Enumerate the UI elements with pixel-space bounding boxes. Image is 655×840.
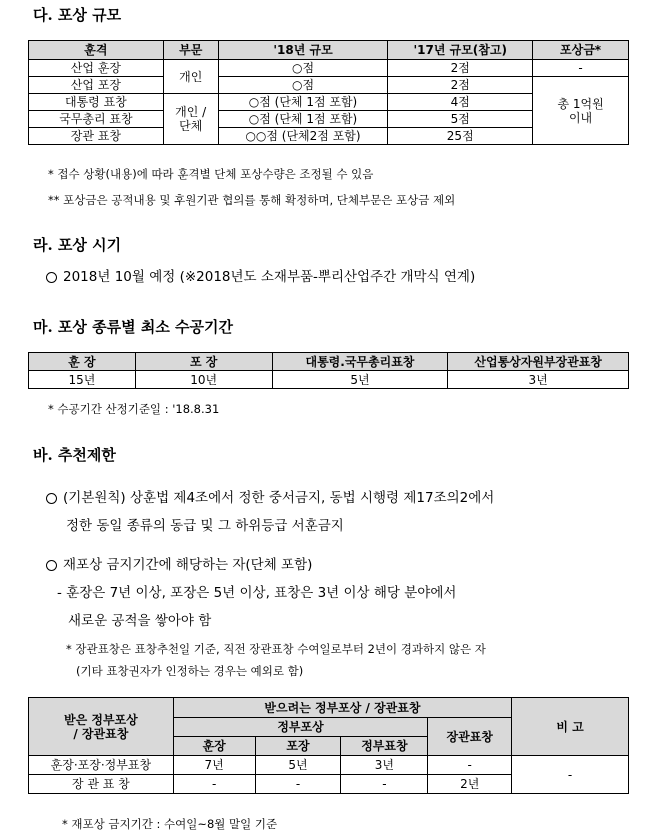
header-to-receive: 받으려는 정부포상 / 장관표창 <box>173 698 511 718</box>
cell-value: 5년 <box>255 756 341 775</box>
cell-grade: 대통령 표창 <box>29 94 164 111</box>
cell-value: - <box>173 775 255 794</box>
note-period-base: * 수공기간 산정기준일 : '18.8.31 <box>48 402 220 416</box>
cell-grade: 산업 포장 <box>29 77 164 94</box>
cell-value: 15년 <box>29 371 136 389</box>
cell-grade: 국무총리 표창 <box>29 111 164 128</box>
cell-grade: 장관 표창 <box>29 128 164 145</box>
cell-value: - <box>255 775 341 794</box>
cell-2017: 2점 <box>388 77 533 94</box>
award-time-text: 2018년 10월 예정 (※2018년도 소재부품-뿌리산업주간 개막식 연계) <box>63 269 476 285</box>
reaward-table <box>28 697 629 794</box>
restriction-principle-cont: 정한 동일 종류의 동급 및 그 하위등급 서훈금지 <box>66 518 344 534</box>
cell-2017: 5점 <box>388 111 533 128</box>
cell-2018: ○점 (단체 1점 포함) <box>218 111 388 128</box>
restriction-principle: (기본원칙) 상훈법 제4조에서 정한 중서금지, 동법 시행령 제17조의2에서 <box>46 486 494 506</box>
min-period-table <box>28 352 629 389</box>
cell-2018: ○점 (단체 1점 포함) <box>218 94 388 111</box>
cell-2017: 2점 <box>388 60 533 77</box>
cell-2018: ○점 <box>218 77 388 94</box>
header-decoration: 포장 <box>255 737 341 756</box>
cell-prize-dash: - <box>533 60 629 77</box>
cell-value: 7년 <box>173 756 255 775</box>
header-remark: 비 고 <box>512 698 629 756</box>
table-row <box>29 756 629 775</box>
section-title-restriction: 바. 추천제한 <box>33 446 116 464</box>
header-2018: '18년 규모 <box>218 41 388 60</box>
section-title-min-period: 마. 포상 종류별 최소 수공기간 <box>33 318 233 336</box>
cell-2018: ○점 <box>218 60 388 77</box>
header-minister: 산업통상자원부장관표창 <box>448 353 629 371</box>
header-category: 부문 <box>163 41 218 60</box>
cell-received: 훈장·포장·정부표창 <box>29 756 174 775</box>
header-minister-award: 장관표창 <box>428 718 512 756</box>
section-title-award-scale: 다. 포상 규모 <box>33 6 122 24</box>
table-row <box>29 77 629 94</box>
header-gov-award: 정부포상 <box>173 718 428 737</box>
header-medal: 훈장 <box>173 737 255 756</box>
circle-bullet-icon <box>46 560 57 571</box>
cell-value: 3년 <box>341 756 428 775</box>
cell-remark: - <box>512 756 629 794</box>
cell-2017: 4점 <box>388 94 533 111</box>
cell-grade: 산업 훈장 <box>29 60 164 77</box>
restriction-years-cont: 새로운 공적을 쌓아야 함 <box>68 613 212 629</box>
circle-bullet-icon <box>46 272 57 283</box>
header-prize: 포상금* <box>533 41 629 60</box>
cell-value: - <box>428 756 512 775</box>
note-minister-cont: (기타 표창권자가 인정하는 경우는 예외로 함) <box>76 664 304 678</box>
cell-value: 10년 <box>135 371 272 389</box>
note-group-count: * 접수 상황(내용)에 따라 훈격별 단체 포상수량은 조정될 수 있음 <box>48 167 374 181</box>
cell-category-mixed: 개인 / 단체 <box>163 94 218 145</box>
note-minister: * 장관표창은 표창추천일 기준, 직전 장관표창 수여일로부터 2년이 경과하지 않은 자 <box>66 642 486 656</box>
cell-value: 2년 <box>428 775 512 794</box>
header-decoration: 포 장 <box>135 353 272 371</box>
award-time-line <box>46 265 475 285</box>
circle-bullet-icon <box>46 493 57 504</box>
table-row <box>29 371 629 389</box>
cell-2018: ○○점 (단체2점 포함) <box>218 128 388 145</box>
cell-value: - <box>341 775 428 794</box>
header-gov-commendation: 정부표창 <box>341 737 428 756</box>
table-row <box>29 60 629 77</box>
note-reaward-period: * 재포상 금지기간 : 수여일~8월 말일 기준 <box>62 817 278 831</box>
cell-prize-total: 총 1억원 이내 <box>533 77 629 145</box>
header-grade: 훈격 <box>29 41 164 60</box>
cell-received: 장 관 표 창 <box>29 775 174 794</box>
cell-category-individual: 개인 <box>163 60 218 94</box>
cell-value: 5년 <box>272 371 448 389</box>
header-president-pm: 대통령.국무총리표창 <box>272 353 448 371</box>
cell-2017: 25점 <box>388 128 533 145</box>
header-2017: '17년 규모(참고) <box>388 41 533 60</box>
restriction-reaward: 재포상 금지기간에 해당하는 자(단체 포함) <box>46 553 312 573</box>
restriction-years: - 훈장은 7년 이상, 포장은 5년 이상, 표창은 3년 이상 해당 분야에서 <box>57 585 457 601</box>
note-prize: ** 포상금은 공적내용 및 후원기관 협의를 통해 확정하며, 단체부문은 포상금 제외 <box>48 193 456 207</box>
cell-value: 3년 <box>448 371 629 389</box>
section-title-award-time: 라. 포상 시기 <box>33 236 122 254</box>
header-received: 받은 정부포상 / 장관표창 <box>29 698 174 756</box>
header-medal: 훈 장 <box>29 353 136 371</box>
award-scale-table <box>28 40 629 145</box>
